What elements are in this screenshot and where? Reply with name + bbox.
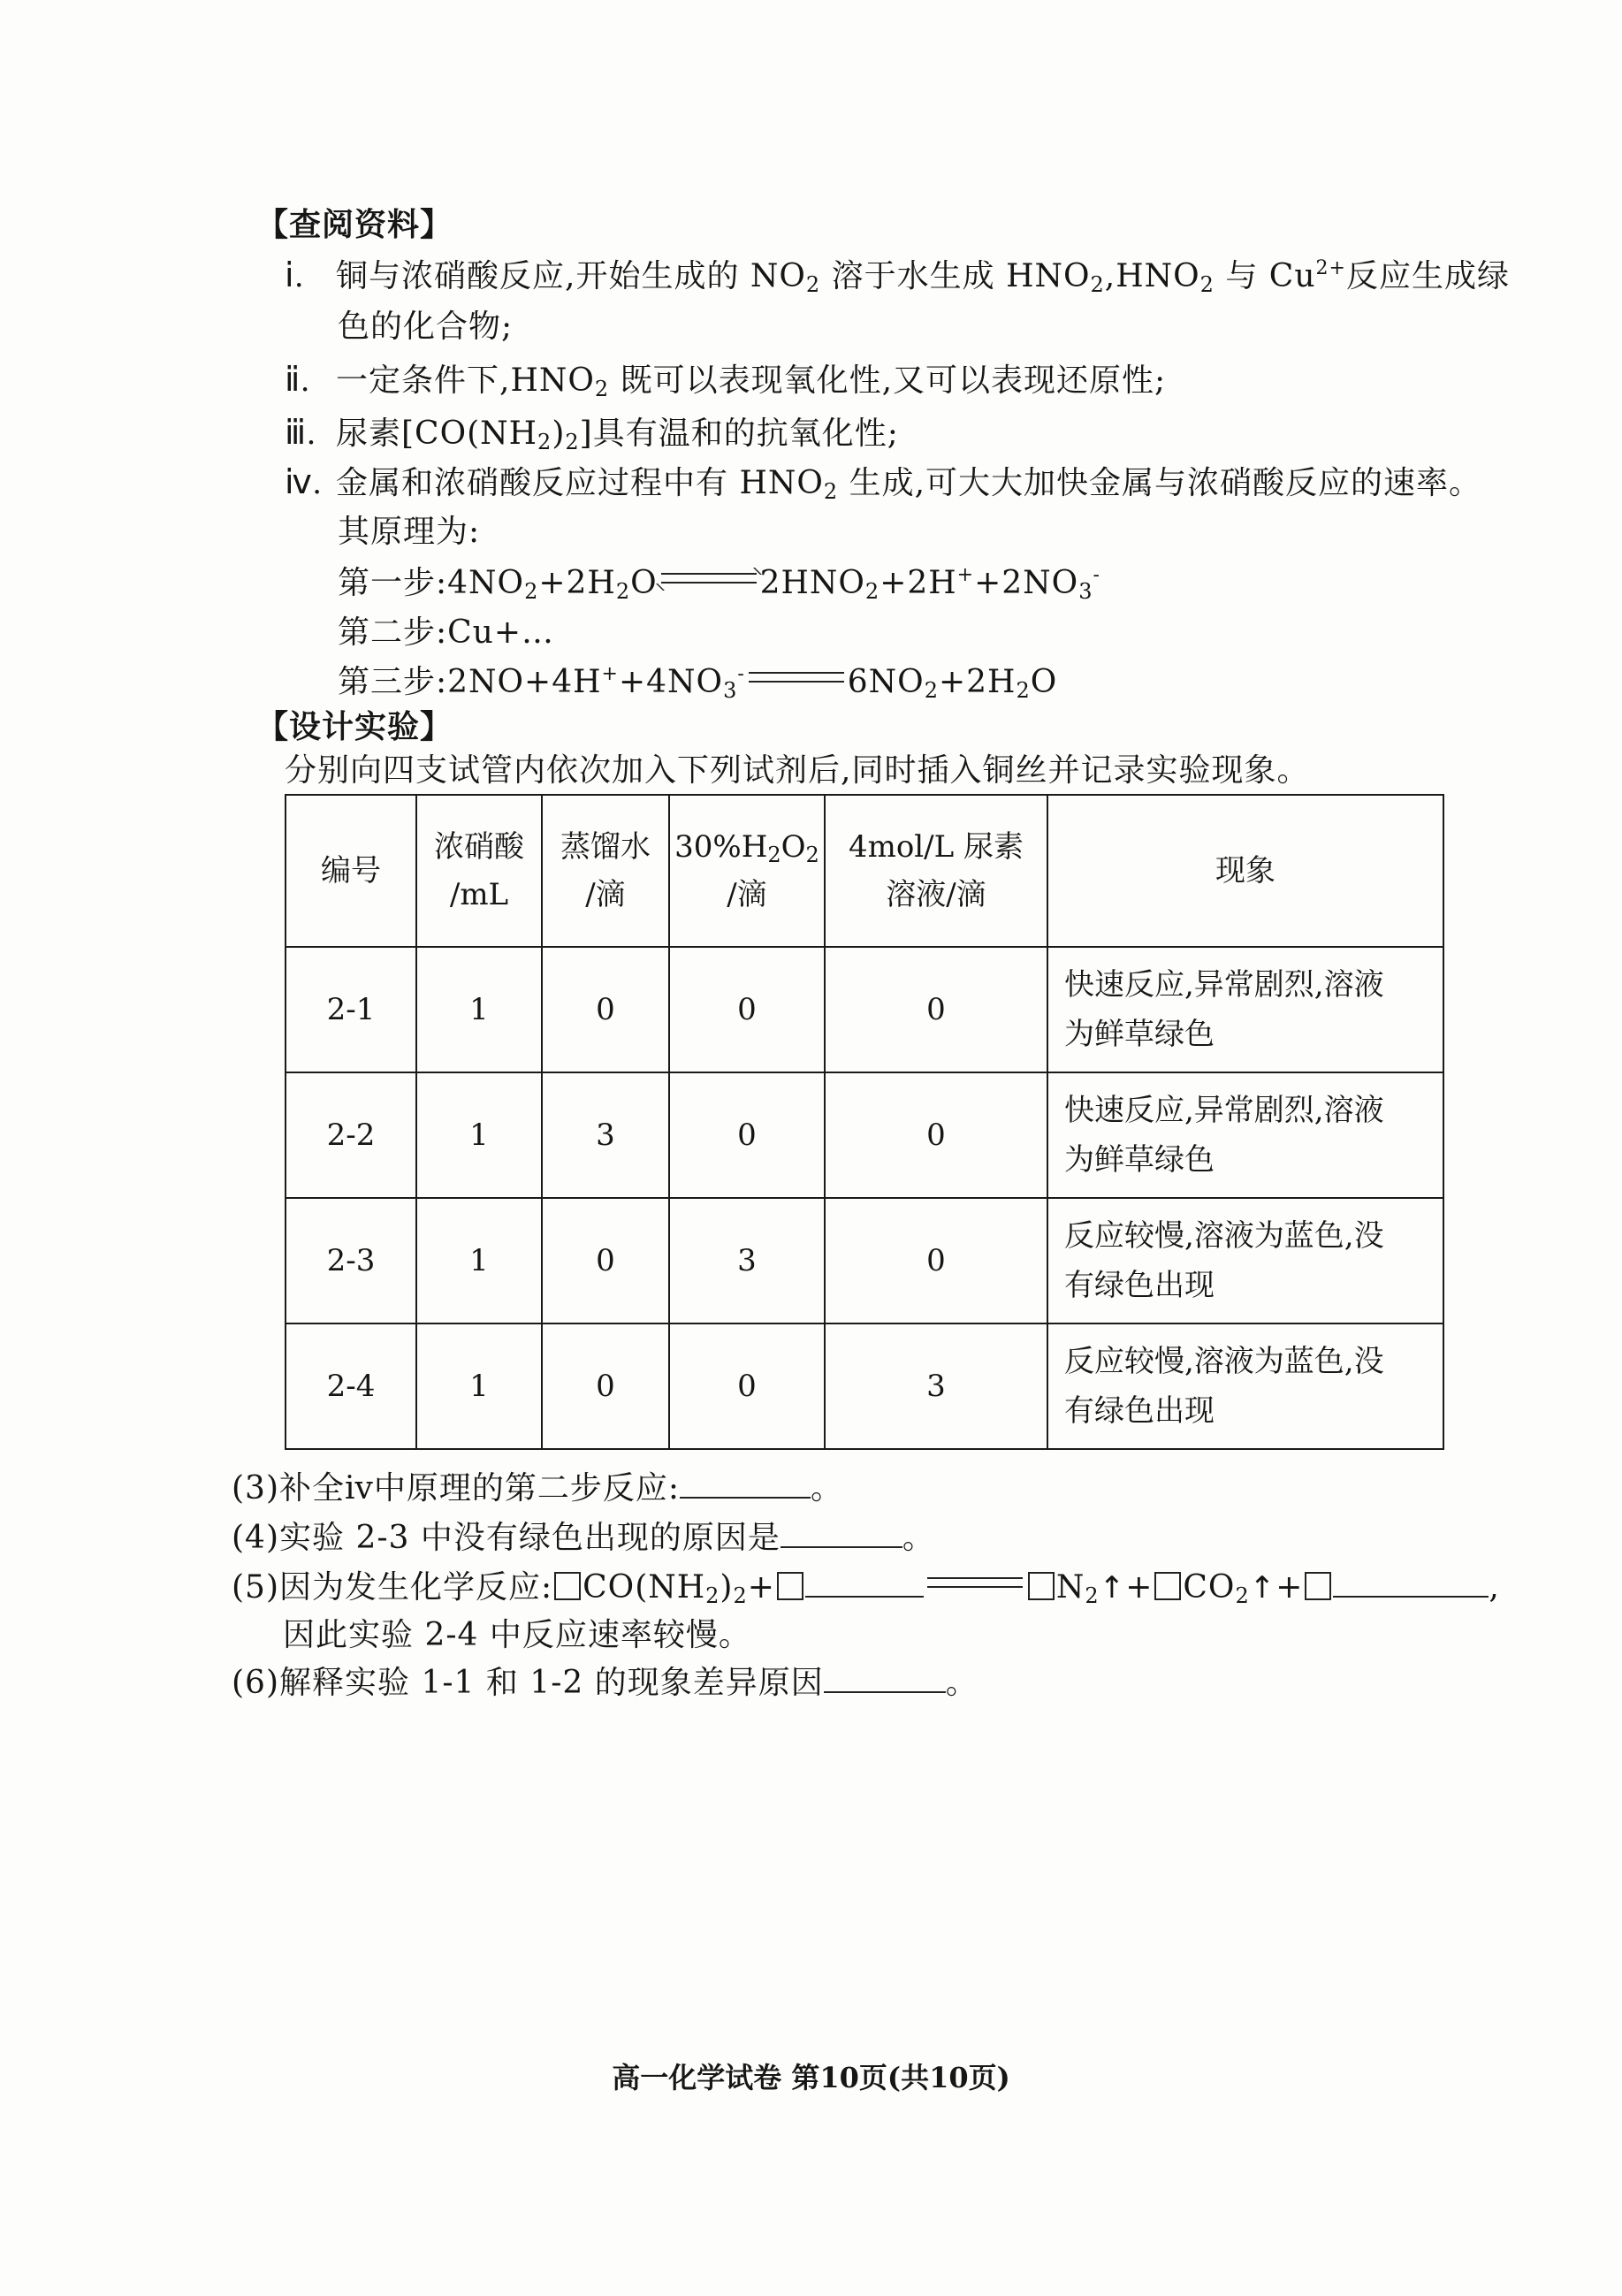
header-h2o2: $30\%H_2O_2$ /滴: [669, 795, 825, 947]
cell-phenomenon: 快速反应,异常剧烈,溶液 为鲜草绿色: [1047, 947, 1443, 1072]
coefficient-box[interactable]: [1028, 1572, 1055, 1600]
gas-arrow-icon: ↑: [1099, 1570, 1126, 1606]
question-5-cont: 因此实验 2-4 中反应速率较慢。: [283, 1617, 751, 1653]
cell-urea: 0: [825, 1072, 1047, 1198]
cell-id: 2-3: [286, 1198, 416, 1323]
cell-phenomenon: 快速反应,异常剧烈,溶液 为鲜草绿色: [1047, 1072, 1443, 1198]
design-heading: 【设计实验】: [256, 708, 453, 745]
answer-blank[interactable]: [1333, 1569, 1489, 1598]
ref-item-1: ⅰ. 铜与浓硝酸反应,开始生成的 $NO_2$ 溶于水生成 $HNO_2,HNO_2$ 与 $Cu^{2+}$反应生成绿: [285, 255, 1510, 298]
table-row: [286, 1198, 1443, 1323]
coefficient-box[interactable]: [1305, 1572, 1331, 1600]
cell-h2o2: 0: [669, 1072, 825, 1198]
cell-h2o2: 3: [669, 1198, 825, 1323]
cell-urea: 3: [825, 1323, 1047, 1449]
ref-item-3: ⅲ. 尿素$[CO(NH_2)_2]$具有温和的抗氧化性;: [285, 412, 899, 455]
cell-water: 0: [542, 947, 669, 1072]
equals-sign-icon: [749, 670, 844, 686]
cell-acid: 1: [416, 1198, 542, 1323]
question-4: (4)实验 2-3 中没有绿色出现的原因是 。: [232, 1520, 935, 1556]
coefficient-box[interactable]: [1154, 1572, 1181, 1600]
step-2: 第二步:Cu+…: [338, 614, 555, 651]
header-acid: 浓硝酸 /mL: [416, 795, 542, 947]
step-3: 第三步$:2NO+4H^++4NO_3^-$ $6NO_2+2H_2O$: [338, 663, 1058, 703]
answer-blank[interactable]: [680, 1470, 811, 1499]
question-6: (6)解释实验 1-1 和 1-2 的现象差异原因 。: [232, 1665, 979, 1701]
coefficient-box[interactable]: [554, 1572, 581, 1600]
cell-urea: 0: [825, 947, 1047, 1072]
cell-urea: 0: [825, 1198, 1047, 1323]
cell-id: 2-4: [286, 1323, 416, 1449]
table-row: [286, 1072, 1443, 1198]
table-row: [286, 947, 1443, 1072]
cell-h2o2: 0: [669, 1323, 825, 1449]
header-urea: 4mol/L 尿素 溶液/滴: [825, 795, 1047, 947]
equals-sign-icon: [927, 1575, 1023, 1591]
cell-id: 2-1: [286, 947, 416, 1072]
cell-phenomenon: 反应较慢,溶液为蓝色,没 有绿色出现: [1047, 1323, 1443, 1449]
question-5: (5)因为发生化学反应: $CO(NH_2)_2+$ $N_2↑+$ $CO_2↑+$ ,: [232, 1569, 1500, 1608]
header-water: 蒸馏水 /滴: [542, 795, 669, 947]
ref-item-4: ⅳ. 金属和浓硝酸反应过程中有 $HNO_2$ 生成,可大大加快金属与浓硝酸反应的速率。: [285, 461, 1481, 505]
item-num: ⅳ.: [285, 464, 323, 501]
reversible-arrow-icon: [661, 571, 757, 587]
gas-arrow-icon: ↑: [1249, 1570, 1276, 1606]
ref-heading: 【查阅资料】: [256, 206, 453, 243]
cell-acid: 1: [416, 1072, 542, 1198]
table-header-row: [286, 795, 1443, 947]
experiment-table: [285, 794, 1444, 1450]
answer-blank[interactable]: [805, 1569, 924, 1598]
answer-blank[interactable]: [824, 1665, 946, 1693]
step-1: 第一步$:4NO_2+2H_2O$ $2HNO_2+2H^++2NO_3^-$: [338, 564, 1100, 604]
cell-phenomenon: 反应较慢,溶液为蓝色,没 有绿色出现: [1047, 1198, 1443, 1323]
cell-water: 0: [542, 1323, 669, 1449]
ref-item-4-cont: 其原理为:: [338, 514, 481, 550]
page-footer: 高一化学试卷 第10页(共10页): [612, 2061, 1010, 2094]
coefficient-box[interactable]: [777, 1572, 803, 1600]
ref-item-2: ⅱ. 一定条件下$,HNO_2$ 既可以表现氧化性,又可以表现还原性;: [285, 359, 1166, 402]
cell-id: 2-2: [286, 1072, 416, 1198]
cell-acid: 1: [416, 947, 542, 1072]
design-intro: 分别向四支试管内依次加入下列试剂后,同时插入铜丝并记录实验现象。: [285, 752, 1310, 789]
ref-item-1-cont: 色的化合物;: [338, 309, 514, 345]
answer-blank[interactable]: [781, 1520, 902, 1548]
header-phenomenon: 现象: [1047, 795, 1443, 947]
cell-water: 0: [542, 1198, 669, 1323]
cell-water: 3: [542, 1072, 669, 1198]
header-id: 编号: [286, 795, 416, 947]
item-num: ⅱ.: [285, 362, 310, 399]
cell-h2o2: 0: [669, 947, 825, 1072]
cell-acid: 1: [416, 1323, 542, 1449]
table-row: [286, 1323, 1443, 1449]
item-num: ⅰ.: [285, 257, 305, 294]
question-3: (3)补全ⅳ中原理的第二步反应: 。: [232, 1470, 843, 1507]
item-num: ⅲ.: [285, 415, 316, 452]
